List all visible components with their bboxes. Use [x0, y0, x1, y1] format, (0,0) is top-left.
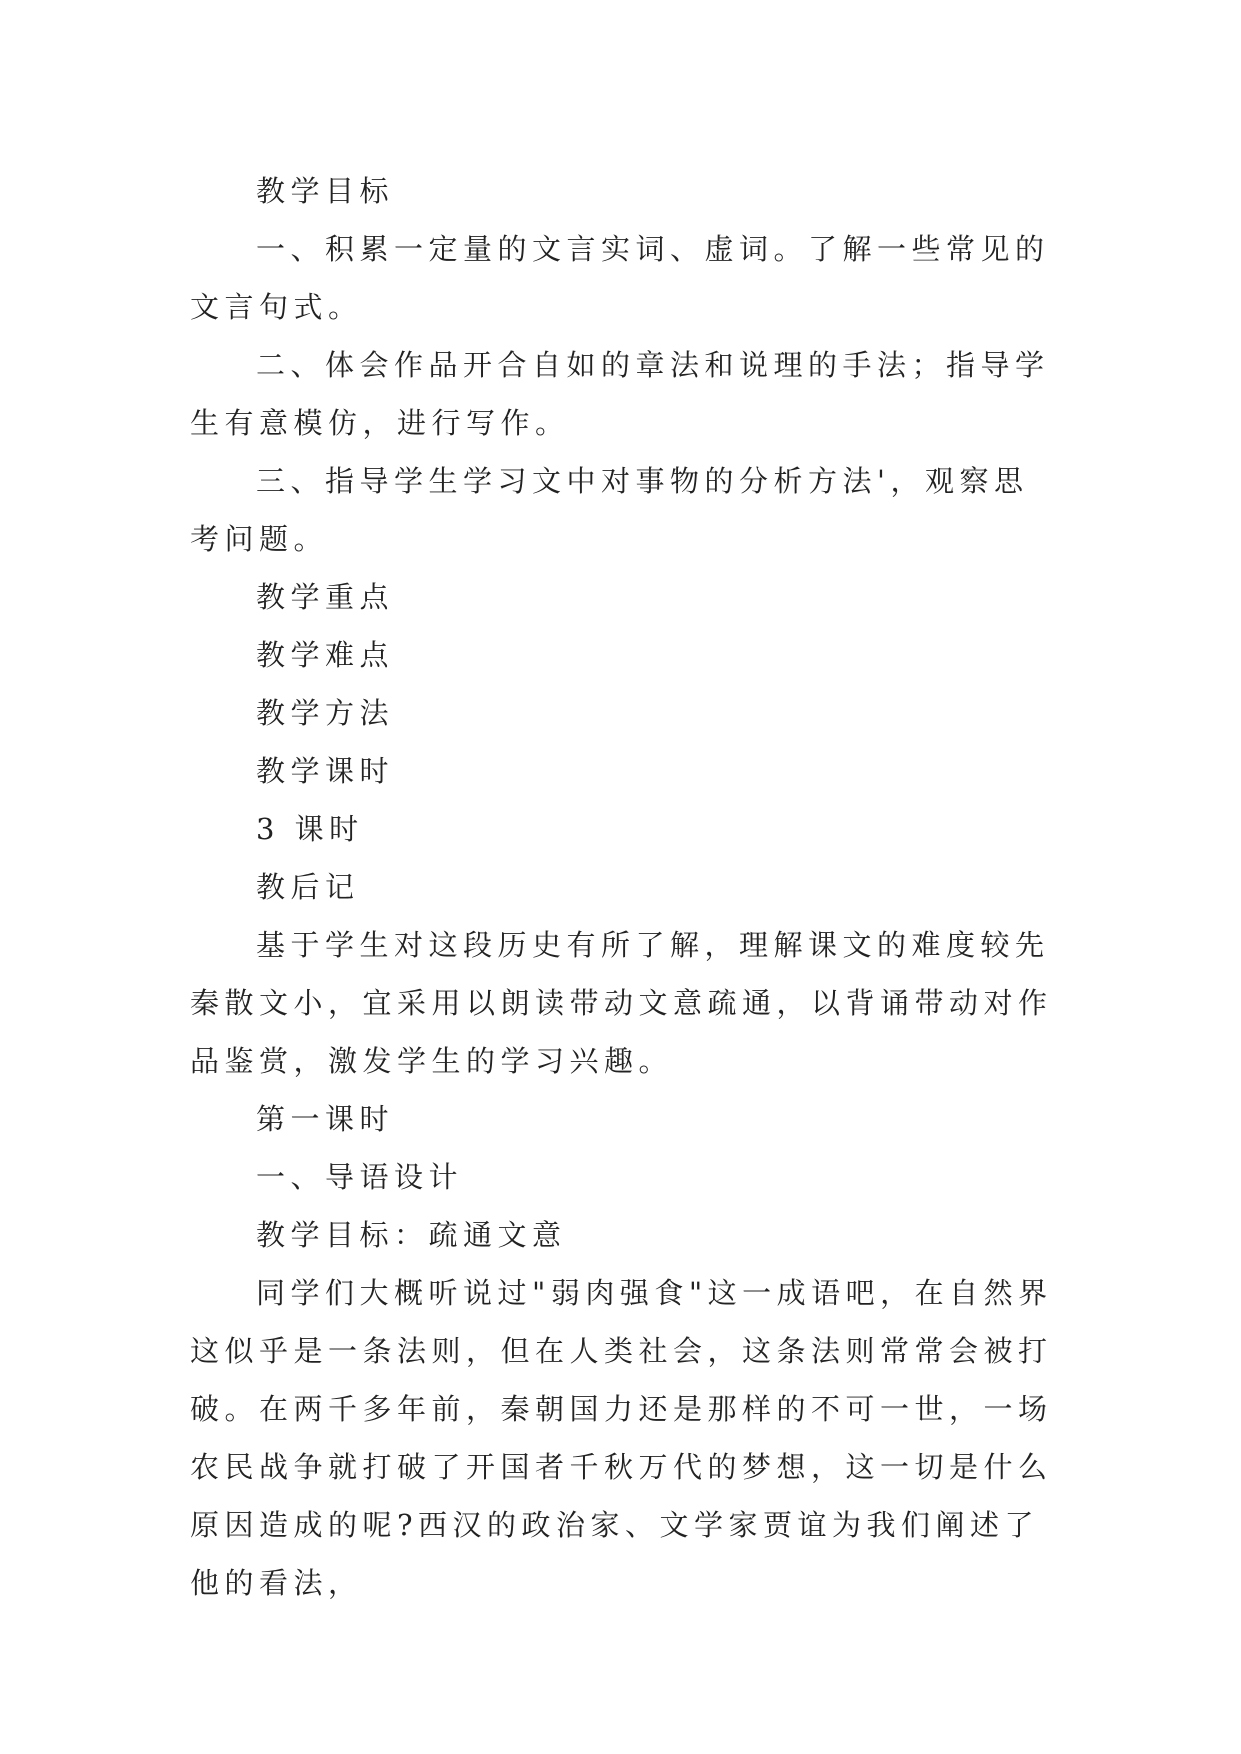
heading-methods: 教学方法 [256, 696, 395, 730]
objective-one: 一、积累一定量的文言实词、虚词。了解一些常见的文言句式。 [190, 232, 1050, 324]
heading-key-points: 教学重点 [256, 580, 395, 614]
heading-first-lesson: 第一课时 [256, 1102, 395, 1136]
heading-introduction-design: 一、导语设计 [256, 1160, 464, 1194]
heading-post-teaching-notes: 教后记 [256, 870, 360, 904]
post-teaching-notes-text: 基于学生对这段历史有所了解，理解课文的难度较先秦散文小，宜采用以朗读带动文意疏通，以背诵带动对作品鉴赏，激发学生的学习兴趣。 [190, 928, 1053, 1078]
heading-teaching-objectives: 教学目标 [256, 174, 395, 208]
heading-difficulties: 教学难点 [256, 638, 395, 672]
introduction-text: 同学们大概听说过"弱肉强食"这一成语吧，在自然界这似乎是一条法则，但在人类社会，这条法则常常会被打破。在两千多年前，秦朝国力还是那样的不可一世，一场农民战争就打破了开国者千秋万代的梦想，这一切是什么原因造成的呢?西汉的政治家、文学家贾谊为我们阐述了他的看法， [190, 1276, 1053, 1600]
class-hours-value: 3 课时 [256, 812, 364, 846]
heading-class-hours: 教学课时 [256, 754, 395, 788]
objective-three: 三、指导学生学习文中对事物的分析方法'，观察思考问题。 [190, 464, 1029, 556]
objective-two: 二、体会作品开合自如的章法和说理的手法；指导学生有意模仿，进行写作。 [190, 348, 1050, 440]
document-body [190, 162, 1060, 1612]
lesson-objective: 教学目标：疏通文意 [256, 1218, 567, 1252]
